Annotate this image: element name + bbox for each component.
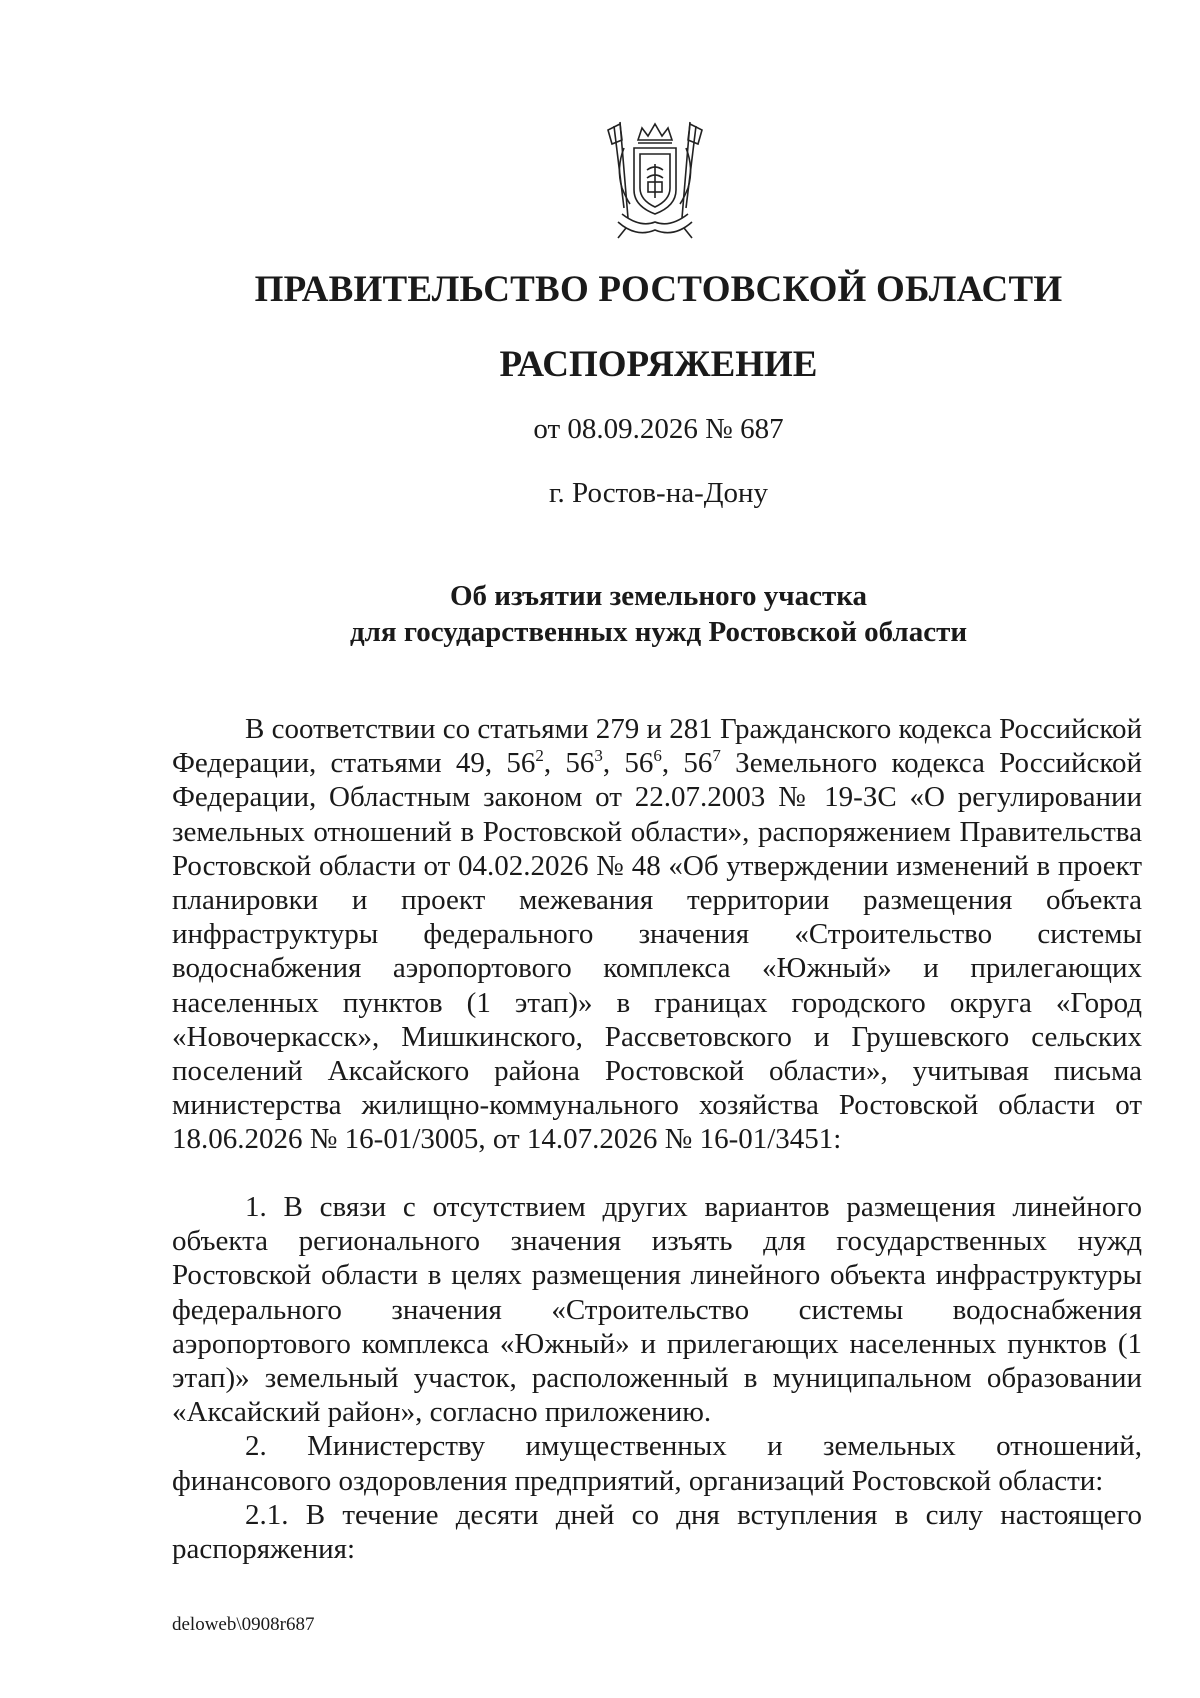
preamble <box>172 712 1142 1157</box>
document-type: РАСПОРЯЖЕНИЕ <box>499 344 818 385</box>
clause-1: 1. В связи с отсутствием других вариантов размещения линейного объекта регионального значения изъять для государственных нужд Ростовской области в целях размещения линейного объекта инфраструктуры федерального значения «Строительство системы водоснабжения аэропортового комплекса «Южный» и прилегающих населенных пунктов (1 этап)» земельный участок, расположенный в муниципальном образовании «Аксайский район», согласно приложению. <box>172 1191 1142 1429</box>
article-superscript: 7 <box>712 746 721 766</box>
preamble-separator: , 56 <box>661 747 713 780</box>
organization-title: ПРАВИТЕЛЬСТВО РОСТОВСКОЙ ОБЛАСТИ <box>254 269 1063 310</box>
clause-2: 2. Министерству имущественных и земельных отношений, финансового оздоровления предприятий, организаций Ростовской области: <box>172 1430 1142 1497</box>
subject-line-2: для государственных нужд Ростовской области <box>349 616 968 648</box>
preamble-paragraph <box>172 712 1142 1157</box>
rostov-oblast-coat-of-arms-icon <box>600 118 710 243</box>
clause-2-1: 2.1. В течение десяти дней со дня вступления в силу настоящего распоряжения: <box>172 1498 1142 1566</box>
clauses <box>172 1190 1142 1566</box>
article-superscript: 2 <box>535 746 544 766</box>
article-superscript: 3 <box>594 746 603 766</box>
article-superscript: 6 <box>653 746 662 766</box>
document-date-number: от 08.09.2026 № 687 <box>533 413 784 445</box>
preamble-text-2: Земельного кодекса Российской Федерации, Областным законом от 22.07.2003 № 19-ЗС «О регулировании земельных отношений в Ростовской области», распоряжением Правительства Ростовской области от 04.02.2026 № 48 «Об утверждении изменений в проект планировки и проект межевания территории размещения объекта инфраструктуры федерального значения «Строительство системы водоснабжения аэропортового комплекса «Южный» и прилегающих населенных пунктов (1 этап)» в границах городского округа «Город «Новочеркасск», Мишкинского, Рассветовского и Грушевского сельских поселений Аксайского района Ростовской области», учитывая письма министерства жилищно-коммунального хозяйства Ростовской области от 18.06.2026 № 16-01/3005, от 14.07.2026 № 16-01/3451: <box>172 747 1143 1156</box>
preamble-separator: , 56 <box>543 747 595 780</box>
subject-line-1: Об изъятии земельного участка <box>449 580 868 612</box>
preamble-text-1: В соответствии со статьями 279 и 281 Гражданского кодекса Российской Федерации, статьями 49, 56 <box>172 713 1142 780</box>
document-city: г. Ростов-на-Дону <box>548 477 769 509</box>
preamble-separator: , 56 <box>602 747 654 780</box>
document-code: deloweb\0908r687 <box>172 1614 315 1635</box>
document-subject <box>170 578 1147 650</box>
